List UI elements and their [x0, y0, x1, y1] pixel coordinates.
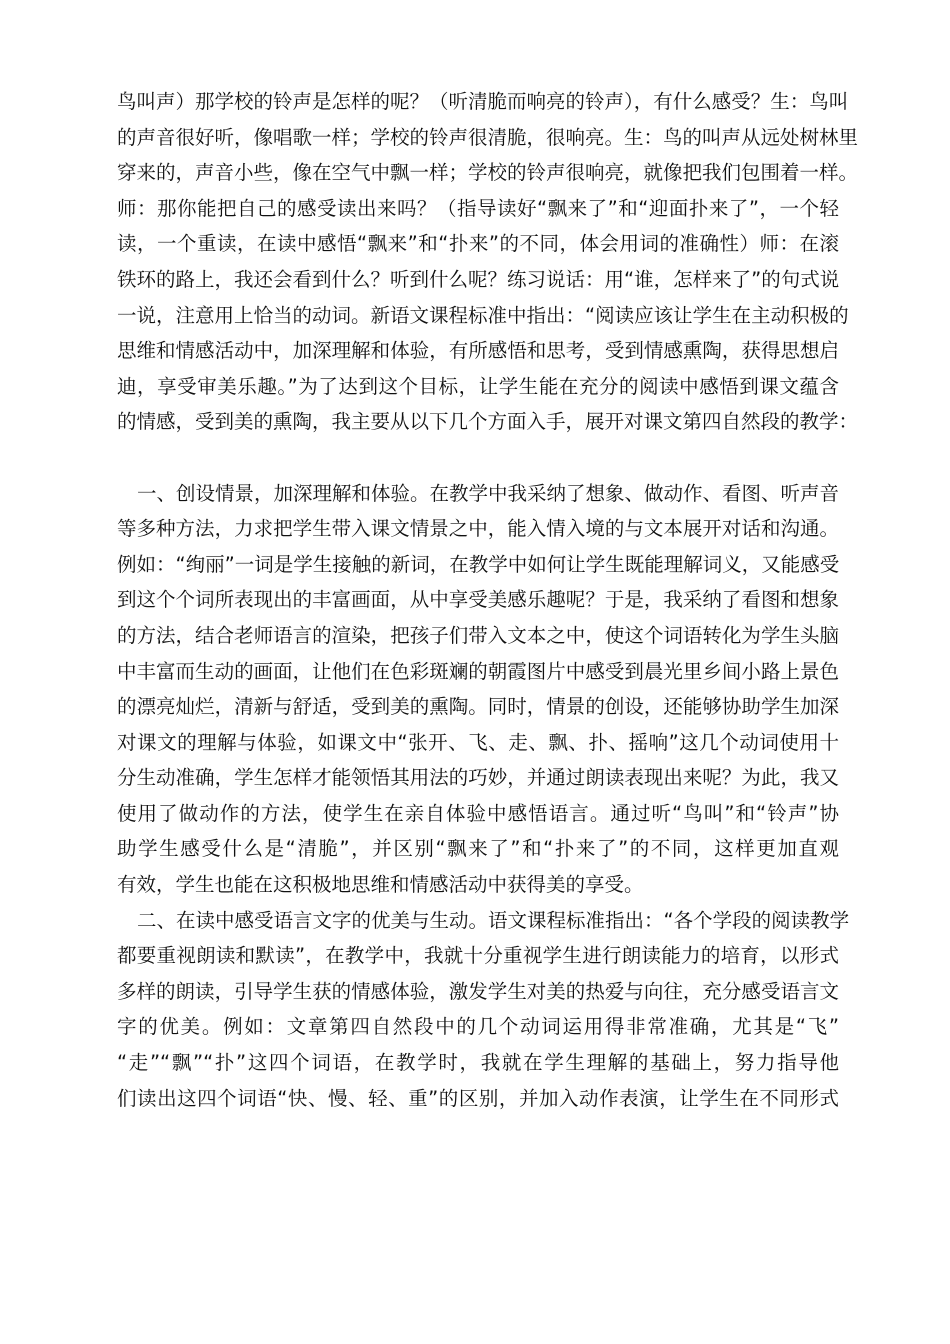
text-line: 的方法，结合老师语言的渲染，把孩子们带入文本之中，使这个词语转化为学生头脑: [117, 623, 839, 647]
text-line: 鸟叫声）那学校的铃声是怎样的呢？（听清脆而响亮的铃声），有什么感受？生：鸟叫: [117, 90, 849, 113]
document-body: [117, 84, 859, 1116]
text-line: 一、创设情景，加深理解和体验。在教学中我采纳了想象、做动作、看图、听声音: [137, 481, 840, 505]
text-line: 迪，享受审美乐趣。”为了达到这个目标，让学生能在充分的阅读中感悟到课文蕴含: [117, 374, 839, 398]
text-line: 穿来的，声音小些，像在空气中飘一样；学校的铃声很响亮，就像把我们包围着一样。: [117, 161, 859, 185]
text-line: 字的优美。例如：文章第四自然段中的几个动词运用得非常准确，尤其是“飞”: [117, 1015, 839, 1039]
paragraph-3: [117, 903, 850, 1117]
paragraph-2: [117, 476, 839, 903]
text-line: 多样的朗读，引导学生获的情感体验，激发学生对美的热爱与向往，充分感受语言文: [117, 979, 839, 1003]
text-line: 中丰富而生动的画面，让他们在色彩斑斓的朝霞图片中感受到晨光里乡间小路上景色: [117, 659, 839, 683]
text-line: 的漂亮灿烂，清新与舒适，受到美的熏陶。同时，情景的创设，还能够协助学生加深: [117, 695, 839, 719]
text-line: 铁环的路上，我还会看到什么？听到什么呢？练习说话：用“谁，怎样来了”的句式说: [117, 267, 840, 291]
text-line: 读，一个重读，在读中感悟“飘来”和“扑来”的不同，体会用词的准确性）师：在滚: [117, 232, 839, 256]
text-line: 等多种方法，力求把学生带入课文情景之中，能入情入境的与文本展开对话和沟通。: [117, 517, 839, 541]
text-line: 二、在读中感受语言文字的优美与生动。语文课程标准指出：“各个学段的阅读教学: [137, 908, 850, 932]
text-line: 思维和情感活动中，加深理解和体验，有所感悟和思考，受到情感熏陶，获得思想启: [117, 339, 839, 363]
text-line: “走”“飘”“扑”这四个词语，在教学时，我就在学生理解的基础上，努力指导他: [117, 1051, 839, 1075]
text-line: 的声音很好听，像唱歌一样；学校的铃声很清脆，很响亮。生：鸟的叫声从远处树林里: [117, 125, 859, 149]
text-line: 们读出这四个词语“快、慢、轻、重”的区别，并加入动作表演，让学生在不同形式: [117, 1086, 839, 1110]
text-line: 师：那你能把自己的感受读出来吗？（指导读好“飘来了”和“迎面扑来了”，一个轻: [117, 196, 839, 220]
text-line: 助学生感受什么是“清脆”，并区别“飘来了”和“扑来了”的不同，这样更加直观: [117, 837, 839, 861]
text-line: 分生动准确，学生怎样才能领悟其用法的巧妙，并通过朗读表现出来呢？为此，我又: [117, 766, 839, 790]
text-line: 例如：“绚丽”一词是学生接触的新词，在教学中如何让学生既能理解词义，又能感受: [117, 552, 840, 576]
text-line: 的情感，受到美的熏陶，我主要从以下几个方面入手，展开对课文第四自然段的教学：: [117, 410, 859, 434]
paragraph-spacer: [117, 440, 839, 476]
text-line: 一说，注意用上恰当的动词。新语文课程标准中指出：“阅读应该让学生在主动积极的: [117, 303, 849, 327]
paragraph-1: [117, 84, 859, 440]
text-line: 使用了做动作的方法，使学生在亲自体验中感悟语言。通过听“鸟叫”和“铃声”协: [117, 801, 839, 825]
text-line: 有效，学生也能在这积极地思维和情感活动中获得美的享受。: [117, 873, 644, 897]
text-line: 都要重视朗读和默读”，在教学中，我就十分重视学生进行朗读能力的培育，以形式: [117, 944, 839, 968]
text-line: 对课文的理解与体验，如课文中“张开、飞、走、飘、扑、摇响”这几个动词使用十: [117, 730, 839, 754]
text-line: 到这个个词所表现出的丰富画面，从中享受美感乐趣呢？于是，我采纳了看图和想象: [117, 588, 839, 612]
